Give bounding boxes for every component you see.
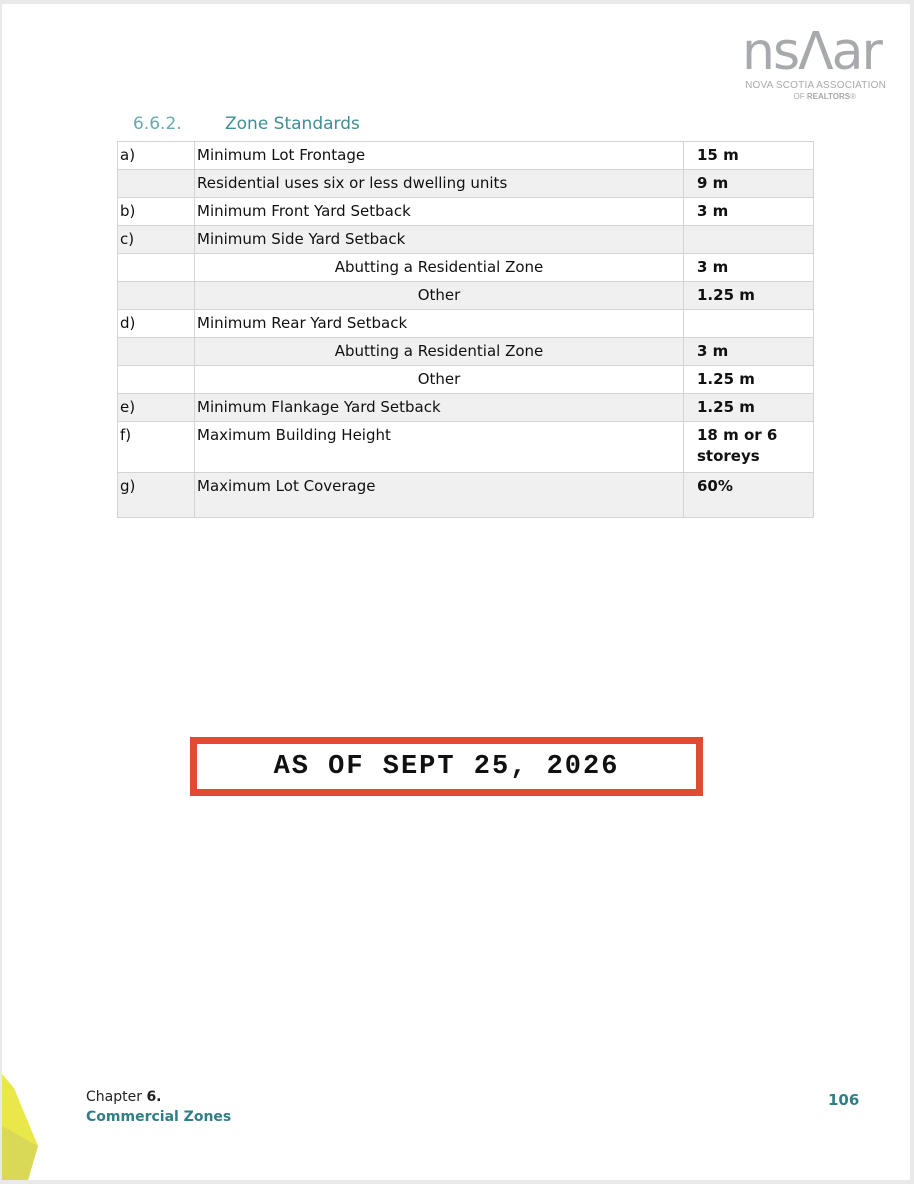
- item-cell: e): [118, 394, 195, 422]
- item-cell: d): [118, 310, 195, 338]
- value-cell: 60%: [684, 473, 814, 518]
- chapter-label-text: Chapter: [86, 1089, 147, 1105]
- label-cell: Maximum Building Height: [195, 422, 684, 473]
- value-cell: [684, 310, 814, 338]
- table-row: [118, 282, 814, 310]
- table-row: [118, 366, 814, 394]
- label-cell: Abutting a Residential Zone: [195, 338, 684, 366]
- logo-line-2-prefix: OF: [793, 92, 807, 101]
- corner-decoration-icon: [2, 1074, 42, 1180]
- label-cell: Minimum Rear Yard Setback: [195, 310, 684, 338]
- item-cell: f): [118, 422, 195, 473]
- table-row: [118, 394, 814, 422]
- table-row: [118, 142, 814, 170]
- label-cell: Residential uses six or less dwelling units: [195, 170, 684, 198]
- item-cell: [118, 366, 195, 394]
- item-cell: c): [118, 226, 195, 254]
- item-cell: b): [118, 198, 195, 226]
- logo-line-2-bold: REALTORS: [806, 92, 851, 101]
- value-cell: 3 m: [684, 338, 814, 366]
- value-cell: 15 m: [684, 142, 814, 170]
- value-cell: 18 m or 6 storeys: [684, 422, 814, 473]
- section-title: Zone Standards: [225, 114, 360, 134]
- value-cell: 3 m: [684, 254, 814, 282]
- item-cell: a): [118, 142, 195, 170]
- page-number: 106: [828, 1091, 860, 1109]
- item-cell: [118, 254, 195, 282]
- item-cell: [118, 170, 195, 198]
- logo-wordmark: nsᐱar: [742, 22, 881, 82]
- table-row: [118, 422, 814, 473]
- logo-line-2-suffix: ®: [850, 92, 856, 101]
- zone-standards-table: [117, 141, 814, 518]
- chapter-title: Commercial Zones: [86, 1109, 232, 1125]
- label-cell: Other: [195, 366, 684, 394]
- label-cell: Minimum Flankage Yard Setback: [195, 394, 684, 422]
- table-row: [118, 254, 814, 282]
- section-number: 6.6.2.: [133, 114, 182, 134]
- value-cell: 1.25 m: [684, 394, 814, 422]
- label-cell: Maximum Lot Coverage: [195, 473, 684, 518]
- value-cell: [684, 226, 814, 254]
- label-cell: Abutting a Residential Zone: [195, 254, 684, 282]
- document-page: [2, 4, 910, 1180]
- table-row: [118, 473, 814, 518]
- label-cell: Minimum Side Yard Setback: [195, 226, 684, 254]
- value-cell: 1.25 m: [684, 282, 814, 310]
- table-row: [118, 170, 814, 198]
- value-cell: 9 m: [684, 170, 814, 198]
- value-cell: 3 m: [684, 198, 814, 226]
- label-cell: Other: [195, 282, 684, 310]
- item-cell: [118, 282, 195, 310]
- footer-chapter: [86, 1087, 231, 1127]
- logo-line-2: [793, 92, 856, 101]
- item-cell: g): [118, 473, 195, 518]
- table-row: [118, 198, 814, 226]
- logo-line-1: NOVA SCOTIA ASSOCIATION: [745, 80, 886, 91]
- date-stamp-text: AS OF SEPT 25, 2026: [273, 751, 620, 782]
- table-row: [118, 310, 814, 338]
- label-cell: Minimum Front Yard Setback: [195, 198, 684, 226]
- table-row: [118, 226, 814, 254]
- label-cell: Minimum Lot Frontage: [195, 142, 684, 170]
- date-stamp: [190, 737, 703, 796]
- value-cell: 1.25 m: [684, 366, 814, 394]
- nsar-logo: [742, 24, 894, 104]
- item-cell: [118, 338, 195, 366]
- chapter-number: 6.: [146, 1089, 162, 1105]
- chapter-label: [86, 1087, 231, 1107]
- table-row: [118, 338, 814, 366]
